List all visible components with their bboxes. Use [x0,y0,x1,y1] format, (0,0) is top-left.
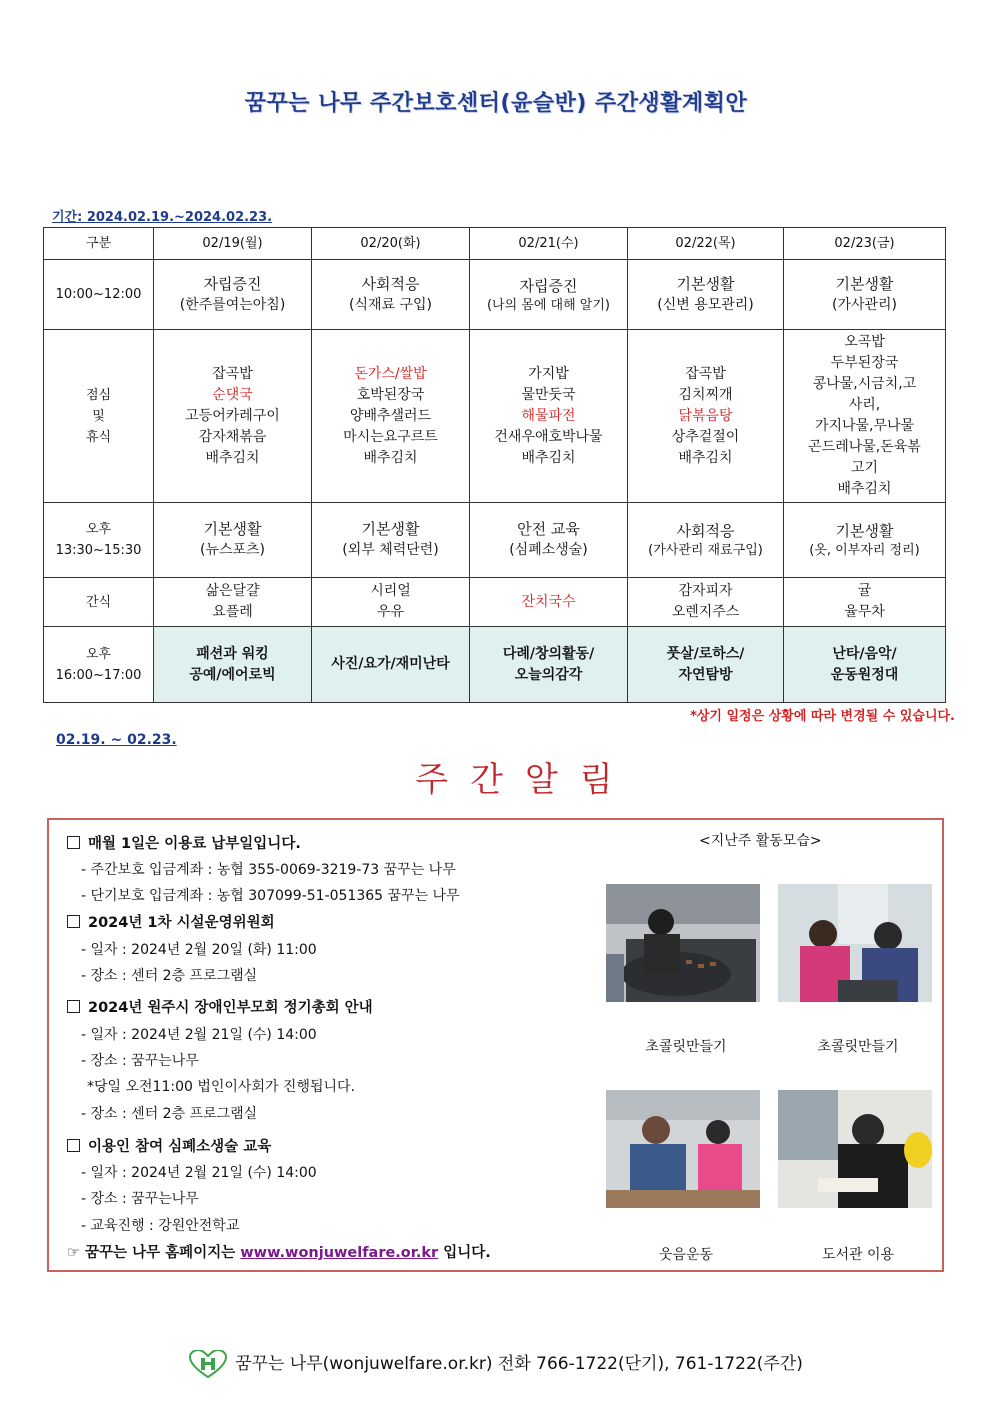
notice-title: 주간알림 [415,760,635,800]
notice-heading-text: 2024년 1차 시설운영위원회 [88,915,275,931]
menu-item: 배추김치 [363,449,418,466]
activity-detail: (옷, 이부자리 정리) [809,543,920,558]
homepage-link[interactable]: www.wonjuwelfare.or.kr [240,1245,439,1261]
notice-line: - 장소 : 꿈꾸는나무 [81,1191,199,1207]
menu-item: 사리, [848,397,881,413]
program-line: 다례/창의활동/ [502,645,595,662]
program-line: 자연탐방 [678,666,733,683]
activity-photo [778,884,932,1002]
menu-item: 콩나물,시금치,고 [812,376,917,392]
notice-heading [67,832,301,853]
notice-heading [67,1135,271,1156]
menu-item: 순댓국 [212,386,253,403]
menu-item: 두부된장국 [830,355,899,371]
menu-item: 돈가스/쌀밥 [354,365,427,382]
row-label-line: 및 [92,408,105,424]
row-label [44,330,154,503]
homepage-suffix: 입니다. [443,1245,491,1261]
menu-item: 가지나물,무나물 [814,418,915,434]
row-label-line: 오후 [85,522,112,537]
menu-item: 배추김치 [205,449,260,466]
activity-title: 자립증진 [203,274,262,293]
activity-title: 기본생활 [835,522,894,540]
row-label: 간식 [44,578,154,627]
notice-line: *당일 오전11:00 법인이사회가 진행됩니다. [87,1079,356,1095]
menu-item: 호박된장국 [356,386,425,403]
program-line: 패션과 워킹 [196,645,269,662]
program-line: 오늘의감각 [514,666,583,683]
snack-item: 잔치국수 [521,593,576,610]
menu-item: 해물파전 [521,407,576,424]
row-label-line: 오후 [85,646,112,662]
activity-detail: (뉴스포츠) [199,542,266,558]
snack-item: 요플레 [212,604,253,620]
program-line: 공예/에어로빅 [189,666,276,683]
menu-cell [312,330,470,503]
schedule-cell [470,503,628,578]
snack-row [44,578,946,627]
menu-cell [784,330,946,503]
homepage-prefix: ☞ 꿈꾸는 나무 홈페이지는 [67,1245,236,1261]
snack-item: 귤 [857,583,872,599]
row-label-line: 점심 [85,387,112,403]
menu-item: 물만둣국 [521,386,576,403]
notice-line: - 일자 : 2024년 2월 21일 (수) 14:00 [81,1165,317,1181]
menu-item: 가지밥 [528,365,569,382]
menu-item: 곤드레나물,돈육볶 [808,439,921,455]
header-cell: 02/21(수) [470,228,628,260]
activity-detail: (한주를여는아침) [179,296,286,313]
row-label [44,503,154,578]
menu-item: 닭볶음탕 [678,407,733,424]
program-line: 사진/요가/재미난타 [331,656,450,672]
activity-title: 기본생활 [676,274,735,293]
notice-line: - 교육진행 : 강원안전학교 [81,1218,240,1234]
notice-date: 02.19. ~ 02.23. [56,732,177,748]
schedule-period: 기간: 2024.02.19.~2024.02.23. [52,210,273,225]
menu-item: 배추김치 [837,481,892,497]
menu-item: 잡곡밥 [685,365,726,382]
change-warning: *상기 일정은 상황에 따라 변경될 수 있습니다. [690,709,955,724]
notice-heading [67,996,373,1017]
notice-line: - 일자 : 2024년 2월 20일 (화) 11:00 [81,942,317,958]
row-label-line: 휴식 [85,429,112,445]
program-cell [470,627,628,703]
menu-item: 배추김치 [521,449,576,466]
schedule-cell [628,503,784,578]
menu-item: 감자채볶음 [198,428,267,445]
header-cell: 02/23(금) [784,228,946,260]
lunch-row [44,330,946,503]
program-cell [312,627,470,703]
snack-item: 오렌지주스 [671,604,740,620]
snack-cell [628,578,784,627]
notice-line: - 단기보호 입금계좌 : 농협 307099-51-051365 꿈꾸는 나무 [81,888,460,904]
row-label: 10:00~12:00 [44,260,154,330]
activity-detail: (외부 체력단련) [342,542,439,558]
notice-line: - 장소 : 꿈꾸는나무 [81,1053,199,1069]
snack-cell [312,578,470,627]
schedule-cell [784,503,946,578]
footer [0,1349,992,1378]
activity-detail: (가사관리) [831,296,898,313]
menu-cell [628,330,784,503]
activity-title: 기본생활 [203,520,262,538]
notice-line: - 일자 : 2024년 2월 21일 (수) 14:00 [81,1027,317,1043]
checkbox-icon [67,836,80,849]
activity-detail: (신변 용모관리) [657,296,754,313]
photo-caption: 도서관 이용 [821,1247,895,1263]
notice-line: - 주간보호 입금계좌 : 농협 355-0069-3219-73 꿈꾸는 나무 [81,862,456,878]
tree-heart-logo-icon [189,1350,227,1378]
program-cell [154,627,312,703]
snack-item: 시리얼 [370,583,411,599]
program-line: 풋살/로하스/ [666,645,745,662]
program-cell [784,627,946,703]
menu-item: 잡곡밥 [212,365,253,382]
menu-item: 양배추샐러드 [349,407,432,424]
snack-item: 감자피자 [678,583,733,599]
menu-item: 고기 [850,460,879,476]
notice-heading-text: 2024년 원주시 장애인부모회 정기총회 안내 [88,1000,373,1016]
afternoon-row [44,503,946,578]
photo-caption: 웃음운동 [658,1247,714,1263]
evening-row [44,627,946,703]
activity-detail: (가사관리 재료구입) [648,543,763,558]
notice-heading [67,911,275,932]
snack-item: 율무차 [844,604,885,620]
program-line: 운동원정대 [830,666,899,683]
snack-cell [154,578,312,627]
schedule-cell [312,503,470,578]
snack-cell [784,578,946,627]
snack-item: 삶은달걀 [205,583,260,599]
schedule-cell [784,260,946,330]
activity-photo [606,1090,760,1208]
menu-item: 배추김치 [678,449,733,466]
program-cell [628,627,784,703]
notice-heading-text: 매월 1일은 이용료 납부일입니다. [88,836,301,852]
page-title: 꿈꾸는 나무 주간보호센터(윤슬반) 주간생활계획안 [244,91,748,116]
activity-title: 안전 교육 [517,520,580,538]
row-label-line: 16:00~17:00 [55,667,142,683]
photo-caption: 초콜릿만들기 [817,1039,899,1055]
program-line: 난타/음악/ [832,645,897,662]
schedule-cell [154,503,312,578]
activity-title: 기본생활 [835,274,894,293]
checkbox-icon [67,1000,80,1013]
snack-item: 우유 [376,604,405,620]
header-cell: 02/20(화) [312,228,470,260]
morning-row [44,260,946,330]
menu-cell [470,330,628,503]
activity-detail: (식재료 구입) [349,296,432,313]
header-cell: 구분 [44,228,154,260]
activity-title: 사회적응 [676,522,735,540]
activity-detail: (나의 몸에 대해 알기) [486,297,610,313]
activity-title: 기본생활 [361,520,420,538]
activity-photo [606,884,760,1002]
menu-cell [154,330,312,503]
activity-photo [778,1090,932,1208]
homepage-line [67,1241,491,1262]
notice-heading-text: 이용인 참여 심폐소생술 교육 [88,1139,272,1155]
activity-title: 사회적응 [361,274,420,293]
notice-line: - 장소 : 센터 2층 프로그램실 [81,968,258,984]
row-label [44,627,154,703]
table-header-row [44,228,946,260]
notice-box [47,818,944,1272]
weekly-schedule-table [43,227,946,703]
menu-item: 마시는요구르트 [343,428,438,445]
row-label-line: 13:30~15:30 [55,543,142,558]
menu-item: 오곡밥 [844,334,885,350]
menu-item: 김치찌개 [678,386,733,403]
footer-text: 꿈꾸는 나무(wonjuwelfare.or.kr) 전화 766-1722(단기), 761-1722(주간) [235,1354,803,1374]
notice-line: - 장소 : 센터 2층 프로그램실 [81,1106,258,1122]
gallery-title: <지난주 활동모습> [699,833,822,849]
activity-title: 자립증진 [519,276,578,295]
menu-item: 상추겉절이 [671,428,740,445]
schedule-cell [312,260,470,330]
schedule-cell [470,260,628,330]
schedule-cell [628,260,784,330]
activity-detail: (심폐소생술) [509,542,588,558]
schedule-cell [154,260,312,330]
header-cell: 02/19(월) [154,228,312,260]
header-cell: 02/22(목) [628,228,784,260]
checkbox-icon [67,1139,80,1152]
snack-cell [470,578,628,627]
menu-item: 건새우애호박나물 [494,428,603,445]
menu-item: 고등어카레구이 [185,407,280,424]
checkbox-icon [67,915,80,928]
photo-caption: 초콜릿만들기 [645,1039,727,1055]
